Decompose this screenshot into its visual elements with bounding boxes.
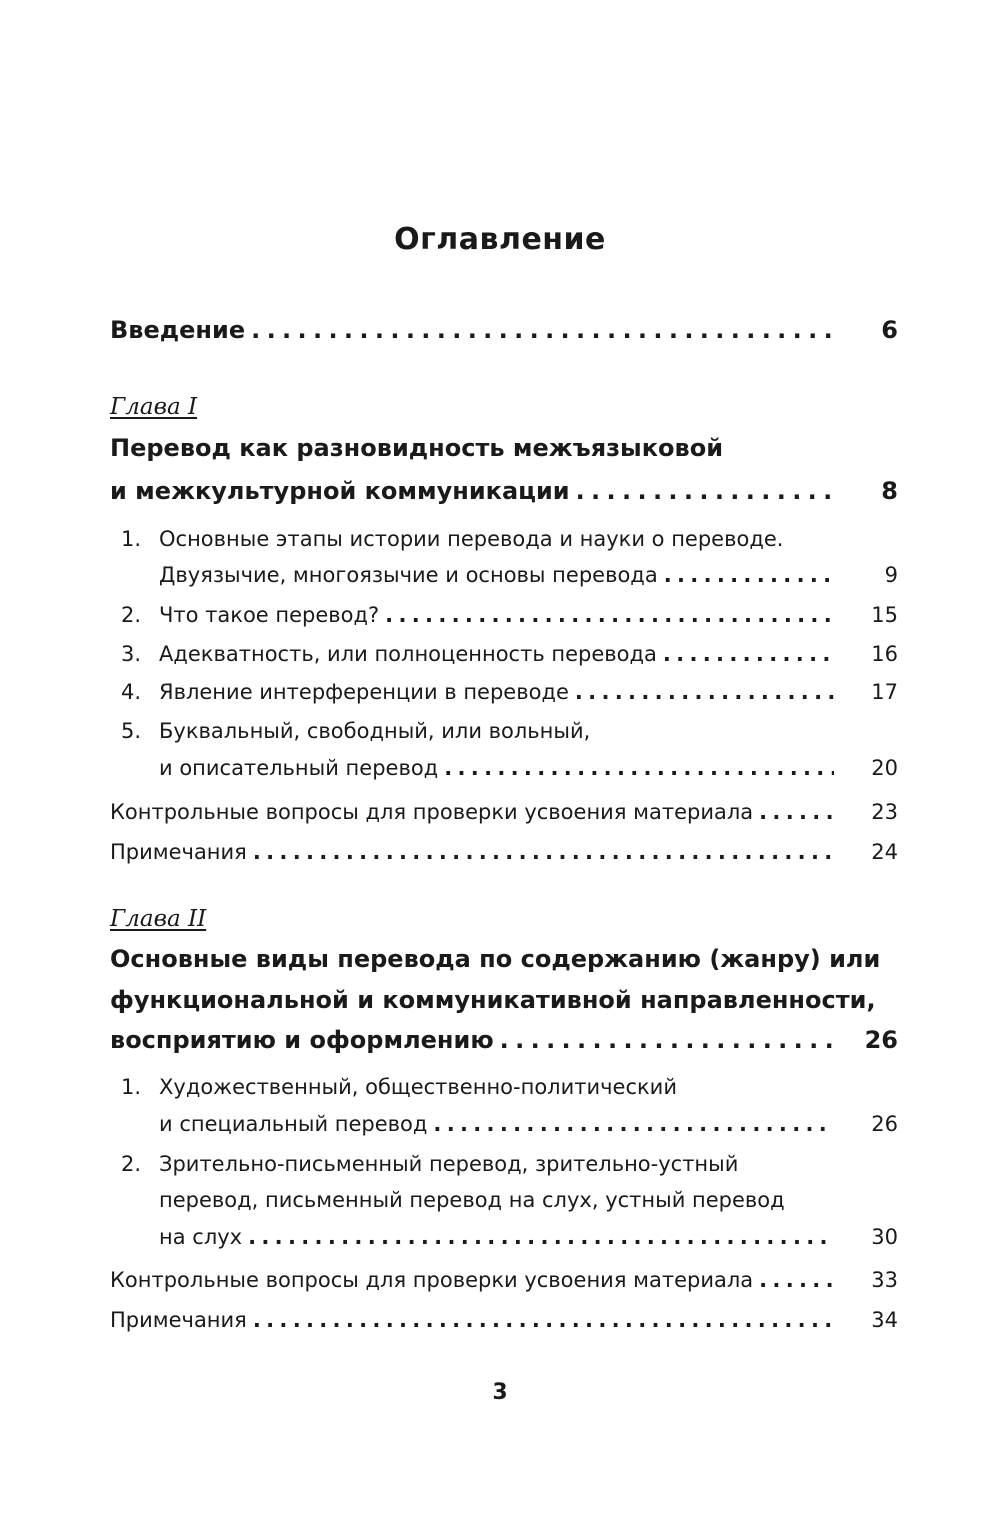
item-number: 2. [121,603,142,627]
toc-entry-page: 33 [871,1268,898,1292]
dot-leader [251,316,834,344]
toc-entry-label: Контрольные вопросы для проверки усвоения материала [110,800,754,824]
dot-leader [575,680,834,704]
item-number: 5. [121,719,142,743]
toc-entry-page: 8 [881,477,898,505]
dot-leader [253,1308,834,1332]
toc-item-text: Основные этапы истории перевода и науки о переводе. [159,527,784,551]
dot-leader [664,563,834,587]
dot-leader [444,756,834,780]
page-title: Оглавление [394,222,606,257]
item-number: 1. [121,527,142,551]
toc-entry-chapter2[interactable] [110,1026,840,1054]
dot-leader [385,603,834,627]
toc-entry-page: 30 [871,1225,898,1249]
toc-item-text: на слух [159,1225,243,1249]
toc-entry-chapter1[interactable] [110,477,840,505]
toc-entry-page: 26 [864,1026,898,1054]
chapter-heading: функциональной и коммуникативной направленности, [110,986,876,1014]
toc-entry-item[interactable] [159,680,840,704]
toc-entry-item[interactable] [159,563,840,587]
toc-item-text: Что такое перевод? [159,603,380,627]
toc-entry-item[interactable] [159,1225,840,1249]
toc-item-text: Зрительно-письменный перевод, зрительно-устный [159,1152,739,1176]
item-number: 2. [121,1152,142,1176]
dot-leader [500,1026,834,1054]
dot-leader [433,1112,834,1136]
toc-entry-page: 15 [871,603,898,627]
chapter-heading: и межкультурной коммуникации [110,477,570,505]
toc-item-text: Буквальный, свободный, или вольный, [159,719,591,743]
toc-entry-item[interactable] [159,642,840,666]
toc-item-text: и специальный перевод [159,1112,428,1136]
toc-entry-page: 26 [871,1112,898,1136]
toc-entry-page: 6 [881,316,898,344]
item-number: 3. [121,642,142,666]
dot-leader [253,840,834,864]
toc-entry-item[interactable] [159,603,840,627]
toc-entry-item[interactable] [159,756,840,780]
item-number: 4. [121,680,142,704]
toc-entry-page: 34 [871,1308,898,1332]
chapter-heading: Основные виды перевода по содержанию (жанру) или [110,945,881,973]
toc-entry-page: 16 [871,642,898,666]
toc-entry-questions[interactable] [110,1268,840,1292]
page-number: 3 [492,1380,508,1405]
toc-entry-label: Контрольные вопросы для проверки усвоения материала [110,1268,754,1292]
toc-item-text: Явление интерференции в переводе [159,680,569,704]
toc-entry-notes[interactable] [110,1308,840,1332]
toc-entry-page: 17 [871,680,898,704]
toc-item-text: и описательный перевод [159,756,439,780]
toc-entry-questions[interactable] [110,800,840,824]
chapter-label: Глава II [110,906,207,932]
toc-entry-page: 20 [871,756,898,780]
toc-entry-page: 23 [871,800,898,824]
toc-entry-item[interactable] [159,1112,840,1136]
toc-item-text: Двуязычие, многоязычие и основы перевода [159,563,658,587]
dot-leader [759,800,834,824]
toc-item-text: перевод, письменный перевод на слух, устный перевод [159,1188,785,1212]
dot-leader [663,642,834,666]
chapter-heading: восприятию и оформлению [110,1026,494,1054]
dot-leader [759,1268,834,1292]
toc-entry-notes[interactable] [110,840,840,864]
chapter-label: Глава I [110,394,198,420]
toc-item-text: Художественный, общественно-политический [159,1075,677,1099]
item-number: 1. [121,1075,142,1099]
toc-item-text: Адекватность, или полноценность перевода [159,642,657,666]
toc-entry-page: 24 [871,840,898,864]
chapter-heading: Перевод как разновидность межъязыковой [110,434,724,462]
dot-leader [576,477,834,505]
dot-leader [248,1225,834,1249]
toc-entry-label: Примечания [110,840,247,864]
toc-entry-page: 9 [884,563,898,587]
toc-entry-intro[interactable] [110,316,840,344]
toc-entry-label: Введение [110,316,246,344]
toc-entry-label: Примечания [110,1308,247,1332]
